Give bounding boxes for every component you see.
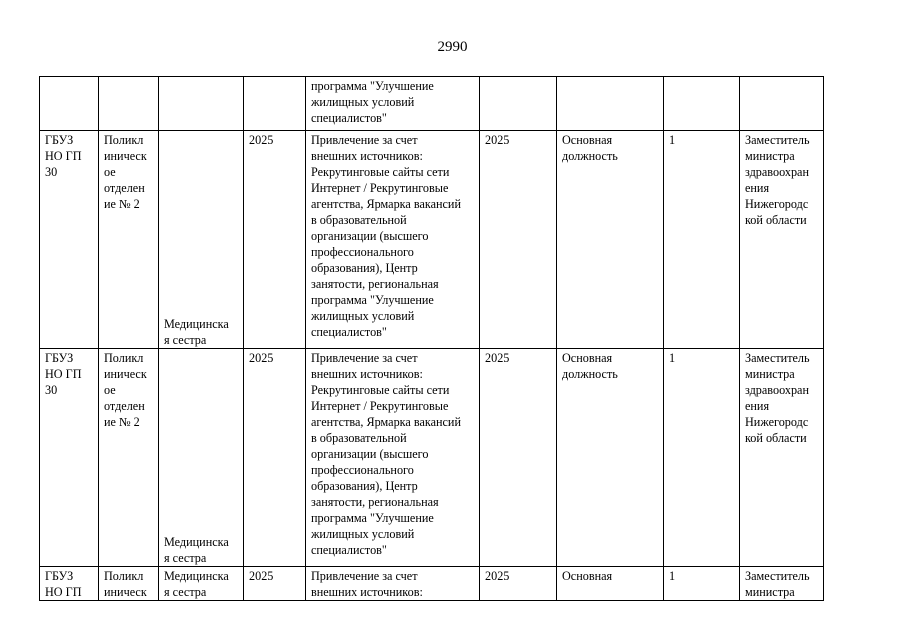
position-cell: Медицинска я сестра	[159, 567, 244, 601]
year-cell: 2025	[244, 567, 306, 601]
year-cell: 2025	[244, 349, 306, 567]
table-row	[40, 131, 824, 349]
year-cell: 2025	[244, 131, 306, 349]
job-type-cell: Основная должность	[557, 349, 664, 567]
job-type-cell: Основная	[557, 567, 664, 601]
responsible-cell	[740, 77, 824, 131]
year-cell	[244, 77, 306, 131]
division-cell	[99, 77, 159, 131]
table-row	[40, 567, 824, 601]
measures-cell: Привлечение за счет внешних источников: Рекрутинговые сайты сети Интернет / Рекрутинговые агентства, Ярмарка вакансий в образовательной организации (высшего профессионального образования), Центр занятости, региональная программа "Улучшение жилищных условий специалистов"	[306, 349, 480, 567]
count-cell: 1	[664, 349, 740, 567]
table-row	[40, 77, 824, 131]
org-cell: ГБУЗ НО ГП 30	[40, 131, 99, 349]
position-cell: Медицинска я сестра	[159, 131, 244, 349]
division-cell: Поликл иническ ое отделен ие № 2	[99, 349, 159, 567]
division-cell: Поликл иническ ое отделен ие № 2	[99, 131, 159, 349]
measures-cell: Привлечение за счет внешних источников: Рекрутинговые сайты сети Интернет / Рекрутинговые агентства, Ярмарка вакансий в образовательной организации (высшего профессионального образования), Центр занятости, региональная программа "Улучшение жилищных условий специалистов"	[306, 131, 480, 349]
org-cell: ГБУЗ НО ГП	[40, 567, 99, 601]
count-cell	[664, 77, 740, 131]
measures-cell: программа "Улучшение жилищных условий специалистов"	[306, 77, 480, 131]
responsible-cell: Заместитель министра	[740, 567, 824, 601]
deadline-cell: 2025	[480, 131, 557, 349]
responsible-cell: Заместитель министра здравоохран ения Нижегородс кой области	[740, 131, 824, 349]
division-cell: Поликл иническ	[99, 567, 159, 601]
deadline-cell: 2025	[480, 567, 557, 601]
table-row	[40, 349, 824, 567]
position-cell	[159, 77, 244, 131]
count-cell: 1	[664, 131, 740, 349]
count-cell: 1	[664, 567, 740, 601]
org-cell: ГБУЗ НО ГП 30	[40, 349, 99, 567]
job-type-cell	[557, 77, 664, 131]
deadline-cell	[480, 77, 557, 131]
measures-cell: Привлечение за счет внешних источников:	[306, 567, 480, 601]
page-number: 2990	[437, 39, 468, 55]
position-cell: Медицинска я сестра	[159, 349, 244, 567]
responsible-cell: Заместитель министра здравоохран ения Нижегородс кой области	[740, 349, 824, 567]
deadline-cell: 2025	[480, 349, 557, 567]
staffing-measures-table	[39, 76, 824, 601]
job-type-cell: Основная должность	[557, 131, 664, 349]
org-cell	[40, 77, 99, 131]
